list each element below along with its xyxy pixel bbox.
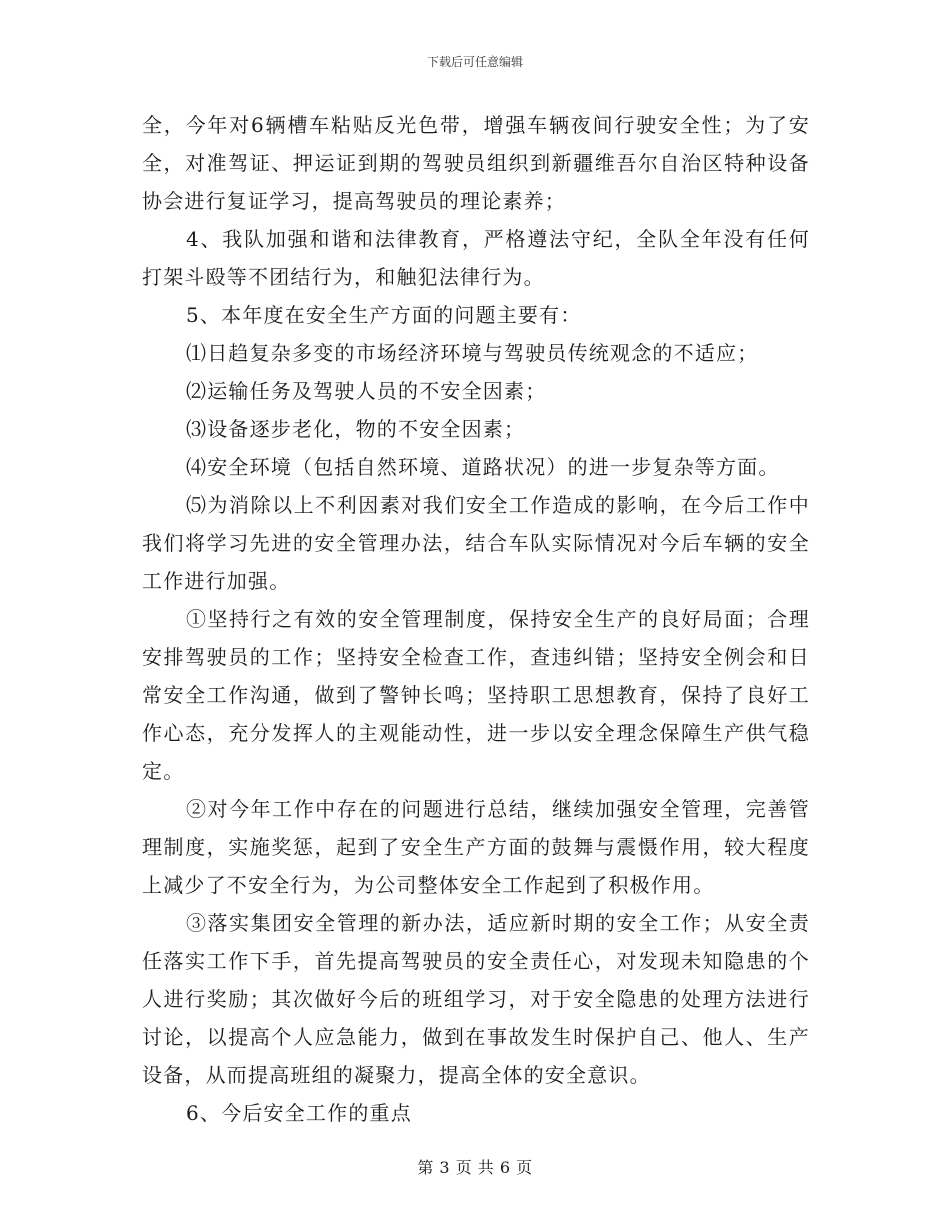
list-item: ②对今年工作中存在的问题进行总结，继续加强安全管理，完善管理制度，实施奖惩，起到了安全生产方面的鼓舞与震慑作用，较大程度上减少了不安全行为，为公司整体安全工作起到了积极作用。 (142, 797, 810, 897)
header-note: 下载后可任意编辑 (426, 55, 523, 69)
list-item: ⑴日趋复杂多变的市场经济环境与驾驶员传统观念的不适应； (186, 341, 759, 365)
section-heading: 6、今后安全工作的重点 (186, 1101, 412, 1125)
page-number: 第 3 页 共 6 页 (417, 1158, 533, 1177)
list-item: ⑶设备逐步老化，物的不安全因素； (186, 417, 526, 441)
paragraph: 5、本年度在安全生产方面的问题主要有： (186, 303, 582, 327)
paragraph: 4、我队加强和谐和法律教育，严格遵法守纪，全队全年没有任何打架斗殴等不团结行为，和触犯法律行为。 (142, 227, 810, 289)
list-item: ⑵运输任务及驾驶人员的不安全因素； (186, 379, 547, 403)
paragraph: 全，今年对6辆槽车粘贴反光色带，增强车辆夜间行驶安全性；为了安全，对准驾证、押运证到期的驾驶员组织到新疆维吾尔自治区特种设备协会进行复证学习，提高驾驶员的理论素养； (142, 113, 810, 213)
list-item: ①坚持行之有效的安全管理制度，保持安全生产的良好局面；合理安排驾驶员的工作；坚持安全检查工作，查违纠错；坚持安全例会和日常安全工作沟通，做到了警钟长鸣；坚持职工思想教育，保持了良好工作心态，充分发挥人的主观能动性，进一步以安全理念保障生产供气稳定。 (142, 607, 810, 783)
list-item: ⑸为消除以上不利因素对我们安全工作造成的影响，在今后工作中我们将学习先进的安全管理办法，结合车队实际情况对今后车辆的安全工作进行加强。 (142, 493, 810, 593)
document-body (142, 106, 810, 1132)
list-item: ⑷安全环境（包括自然环境、道路状况）的进一步复杂等方面。 (186, 455, 780, 479)
list-item: ③落实集团安全管理的新办法，适应新时期的安全工作；从安全责任落实工作下手，首先提高驾驶员的安全责任心，对发现未知隐患的个人进行奖励；其次做好今后的班组学习，对于安全隐患的处理方法进行讨论，以提高个人应急能力，做到在事故发生时保护自己、他人、生产设备，从而提高班组的凝聚力，提高全体的安全意识。 (142, 911, 810, 1087)
